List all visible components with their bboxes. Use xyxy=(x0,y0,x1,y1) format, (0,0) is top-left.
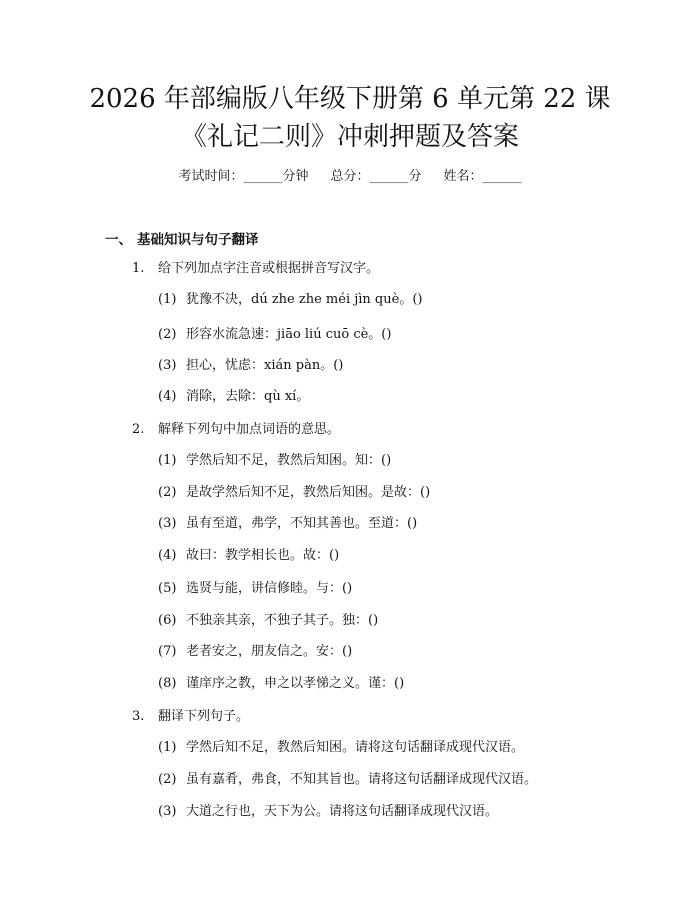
item-text: 学然后知不足，教然后知困。请将这句话翻译成现代汉语。 xyxy=(186,740,525,755)
item-number: (3) xyxy=(158,358,177,373)
question-text: 解释下列句中加点词语的意思。 xyxy=(158,422,341,437)
question-3 xyxy=(132,708,249,726)
question-1-item-2 xyxy=(158,326,391,344)
item-number: (2) xyxy=(158,327,177,342)
item-text: 选贤与能，讲信修睦。与：() xyxy=(186,581,353,596)
question-2 xyxy=(132,421,340,439)
item-text: 故曰：教学相长也。故：() xyxy=(186,548,340,563)
item-text: 大道之行也，天下为公。请将这句话翻译成现代汉语。 xyxy=(186,804,499,819)
question-2-item-4 xyxy=(158,547,339,565)
document-title-line-2: 《礼记二则》冲刺押题及答案 xyxy=(180,122,519,152)
item-text: 谨庠序之教，申之以孝悌之义。谨：() xyxy=(186,676,405,691)
item-number: (7) xyxy=(158,644,177,659)
item-text: 学然后知不足，教然后知困。知：() xyxy=(186,453,392,468)
question-number: 1. xyxy=(132,261,145,276)
item-text: 犹豫不决，dú zhe zhe méi jìn què。() xyxy=(186,292,423,307)
item-number: (4) xyxy=(158,389,177,404)
item-text: 形容水流急速：jiāo liú cuō cè。() xyxy=(186,327,392,342)
item-text: 虽有至道，弗学，不知其善也。至道：() xyxy=(186,516,418,531)
document-title-line-1: 2026 年部编版八年级下册第 6 单元第 22 课 xyxy=(89,84,611,114)
question-3-item-3 xyxy=(158,803,498,821)
question-2-item-1 xyxy=(158,452,391,470)
question-1-item-4 xyxy=(158,388,309,406)
question-3-item-1 xyxy=(158,739,524,757)
item-number: (5) xyxy=(158,581,177,596)
question-2-item-7 xyxy=(158,643,352,661)
item-number: (2) xyxy=(158,485,177,500)
question-1 xyxy=(132,260,379,278)
item-text: 消除，去除：qù xí。 xyxy=(186,389,310,404)
question-number: 2. xyxy=(132,422,145,437)
question-3-item-2 xyxy=(158,771,537,789)
item-text: 担心，忧虑：xián pàn。() xyxy=(186,358,344,373)
exam-info-line xyxy=(0,168,700,186)
question-2-item-5 xyxy=(158,580,352,598)
section-number: 一、 xyxy=(105,232,132,248)
question-2-item-6 xyxy=(158,612,378,630)
item-text: 虽有嘉肴，弗食，不知其旨也。请将这句话翻译成现代汉语。 xyxy=(186,772,538,787)
question-number: 3. xyxy=(132,709,145,724)
item-number: (1) xyxy=(158,453,177,468)
question-2-item-8 xyxy=(158,675,404,693)
question-1-item-1 xyxy=(158,291,422,309)
section-heading xyxy=(105,228,259,248)
item-text: 是故学然后知不足，教然后知困。是故：() xyxy=(186,485,431,500)
question-2-item-3 xyxy=(158,515,417,533)
total-score-field: 总分：______分 xyxy=(330,169,422,184)
question-text: 给下列加点字注音或根据拼音写汉字。 xyxy=(158,261,380,276)
exam-time-field: 考试时间：______分钟 xyxy=(178,169,309,184)
item-number: (6) xyxy=(158,613,177,628)
section-title: 基础知识与句子翻译 xyxy=(137,232,259,248)
item-text: 老者安之，朋友信之。安：() xyxy=(186,644,353,659)
item-text: 不独亲其亲，不独子其子。独：() xyxy=(186,613,379,628)
question-text: 翻译下列句子。 xyxy=(158,709,250,724)
item-number: (3) xyxy=(158,804,177,819)
question-1-item-3 xyxy=(158,357,343,375)
item-number: (3) xyxy=(158,516,177,531)
item-number: (4) xyxy=(158,548,177,563)
item-number: (2) xyxy=(158,772,177,787)
student-name-field: 姓名：______ xyxy=(443,169,522,184)
question-2-item-2 xyxy=(158,484,430,502)
item-number: (1) xyxy=(158,292,177,307)
item-number: (1) xyxy=(158,740,177,755)
item-number: (8) xyxy=(158,676,177,691)
